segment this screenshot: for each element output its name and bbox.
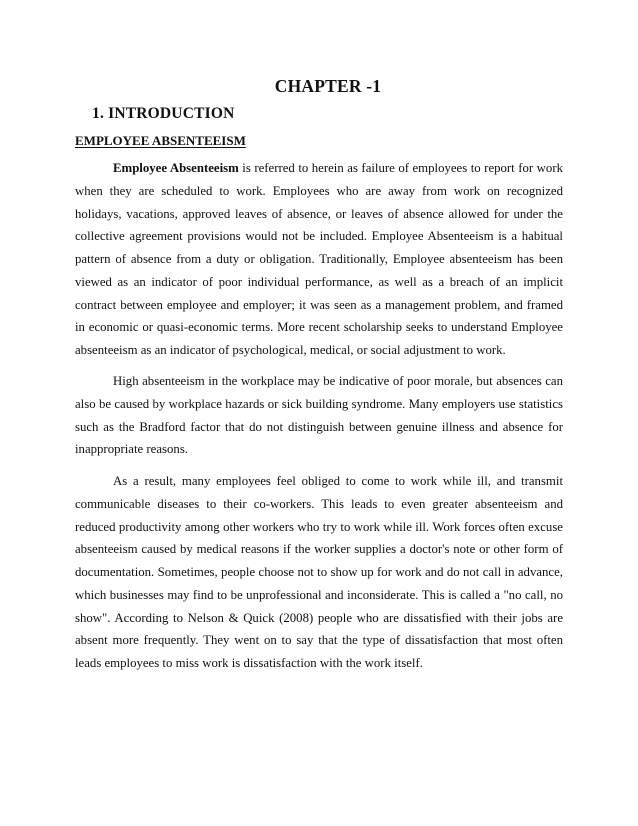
section-heading: 1. INTRODUCTION	[92, 105, 235, 122]
paragraph-1-lead-term: Employee Absenteeism	[113, 161, 239, 175]
paragraph-1	[75, 157, 563, 362]
subsection-heading: EMPLOYEE ABSENTEEISM	[75, 133, 246, 148]
paragraph-2	[75, 370, 563, 461]
paragraph-3-text: As a result, many employees feel obliged to come to work while ill, and transmit communicable diseases to their co-workers. This leads to even greater absenteeism and reduced productivity among other workers who try to work while ill. Work forces often excuse absenteeism caused by medical reasons if the worker supplies a doctor's note or other form of documentation. Sometimes, people choose not to show up for work and do not call in advance, which businesses may find to be unprofessional and inconsiderate. This is called a "no call, no show". According to Nelson & Quick (2008) people who are dissatisfied with their jobs are absent more frequently. They went on to say that the type of dissatisfaction that most often leads employees to miss work is dissatisfaction with the work itself.	[75, 474, 563, 670]
chapter-title: CHAPTER -1	[274, 76, 382, 96]
paragraph-2-text: High absenteeism in the workplace may be indicative of poor morale, but absences can also be caused by workplace hazards or sick building syndrome. Many employers use statistics such as the Bradford factor that do not distinguish between genuine illness and absence for inappropriate reasons.	[75, 374, 563, 457]
paragraph-3	[75, 470, 563, 675]
paragraph-1-text: is referred to herein as failure of employees to report for work when they are scheduled to work. Employees who are away from work on recognized holidays, vacations, approved leaves of absence, or leaves of absence allowed for under the collective agreement provisions would not be included. Employee Absenteeism is a habitual pattern of absence from a duty or obligation. Traditionally, Employee absenteeism has been viewed as an indicator of poor individual performance, as well as a breach of an implicit contract between employee and employer; it was seen as a management problem, and framed in economic or quasi-economic terms. More recent scholarship seeks to understand Employee absenteeism as an indicator of psychological, medical, or social adjustment to work.	[75, 161, 563, 357]
